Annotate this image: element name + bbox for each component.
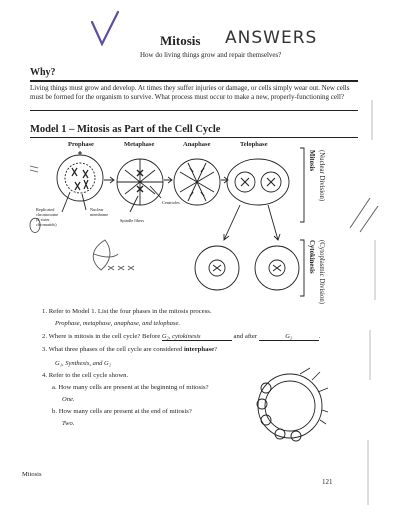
- question-text: ?: [214, 346, 217, 353]
- question-text: How many cells are present at the beginning of mitosis?: [58, 384, 209, 391]
- question-bold: interphase: [183, 346, 215, 353]
- mitosis-sublabel: (Nuclear Division): [318, 150, 325, 202]
- footer-title: Mitosis: [22, 471, 42, 478]
- page-subtitle: How do living things grow and repair themselves?: [140, 51, 282, 59]
- handwritten-answers: ANSWERS: [225, 28, 318, 48]
- question-text: How many cells are present at the end of mitosis?: [58, 408, 192, 415]
- question-number: 2.: [42, 333, 48, 340]
- label-replicated-chromosome: Replicated chromosome (2 sister chromatids): [36, 207, 59, 227]
- phase-label-metaphase: Metaphase: [124, 141, 155, 148]
- question-number: 4.: [42, 372, 48, 379]
- question-number: 3.: [42, 346, 48, 353]
- question-text: Refer to Model 1. List the four phases in the mitosis process.: [48, 308, 212, 315]
- page-title: Mitosis: [160, 33, 201, 48]
- answer-3: G₁, Synthesis, and G₂: [55, 360, 111, 367]
- cytokinesis-sublabel: (Cytoplasmic Division): [318, 240, 325, 304]
- label-spindle-fibers: Spindle fibers: [120, 218, 144, 223]
- why-text: Living things must grow and develop. At times they suffer injuries or damage, or cells simply wear out. New cells must be formed for the organism to survive. What process must occur to make a new, properly-functioning cell?: [30, 84, 350, 101]
- label-nuclear-membrane: Nuclear membrane: [90, 207, 109, 217]
- phase-label-telophase: Telophase: [240, 141, 268, 148]
- why-heading: Why?: [30, 67, 56, 78]
- question-text: Where is mitosis in the cell cycle? Before: [48, 333, 161, 340]
- phase-label-anaphase: Anaphase: [183, 141, 211, 148]
- blank-2-answer: G₂: [285, 333, 293, 340]
- question-text: What three phases of the cell cycle are considered: [48, 346, 184, 353]
- phase-label-prophase: Prophase: [68, 141, 94, 148]
- page-number: 121: [322, 478, 333, 486]
- question-number: b.: [52, 408, 58, 415]
- cytokinesis-label: Cytokinesis: [308, 240, 315, 274]
- mitosis-label: Mitosis: [308, 150, 315, 172]
- answer-1: Prophase, metaphase, anaphase, and telophase.: [55, 320, 181, 327]
- question-text: and after: [233, 333, 258, 340]
- model-title: Model 1 – Mitosis as Part of the Cell Cycle: [30, 124, 221, 135]
- question-number: 1.: [42, 308, 48, 315]
- answer-4b: Two.: [62, 420, 75, 427]
- question-number: a.: [52, 384, 57, 391]
- blank-1-answer: G₂, cytokinesis: [161, 333, 201, 340]
- question-text: Refer to the cell cycle shown.: [48, 372, 129, 379]
- question-text: .: [318, 333, 321, 340]
- answer-4a: One.: [62, 396, 75, 403]
- label-centrioles: Centrioles: [162, 200, 180, 205]
